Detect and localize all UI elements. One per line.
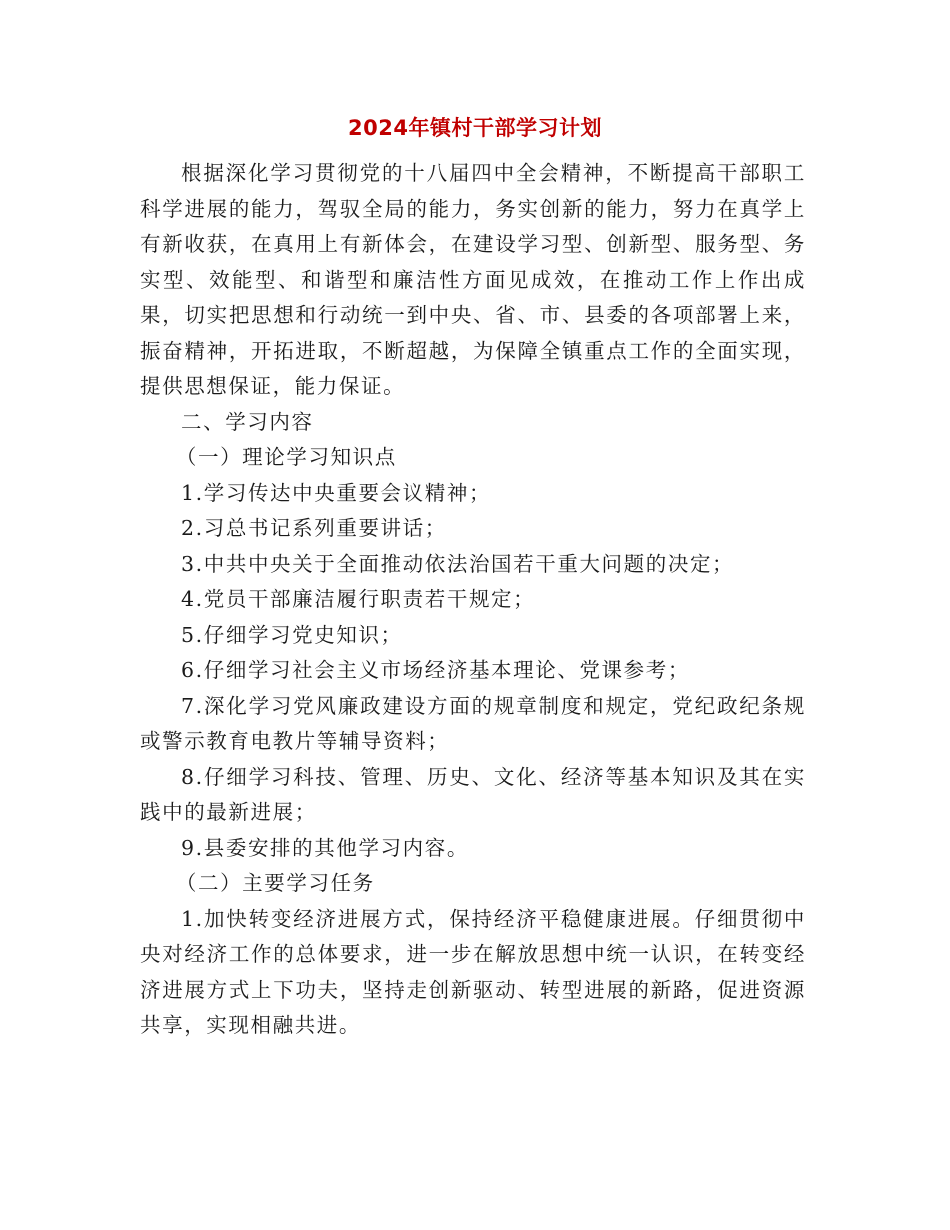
- subsection-heading-theory: （一）理论学习知识点: [175, 445, 397, 469]
- document-body: [140, 156, 806, 1044]
- list-item: 1.学习传达中央重要会议精神；: [181, 480, 492, 505]
- document-title: 2024年镇村干部学习计划: [348, 116, 602, 140]
- task-paragraph: 1.加快转变经济进展方式，保持经济平稳健康进展。仔细贯彻中央对经济工作的总体要求，进一步在解放思想中统一认识，在转变经济进展方式上下功夫，坚持走创新驱动、转型进展的新路，促进资源共享，实现相融共进。: [140, 906, 806, 1037]
- list-item: 7.深化学习党风廉政建设方面的规章制度和规定，党纪政纪条规或警示教育电教片等辅导资料；: [140, 693, 806, 753]
- list-item: 8.仔细学习科技、管理、历史、文化、经济等基本知识及其在实践中的最新进展；: [140, 764, 806, 824]
- section-heading-study-content: 二、学习内容: [181, 409, 314, 434]
- list-item: 9.县委安排的其他学习内容。: [181, 835, 469, 860]
- list-item: 3.中共中央关于全面推动依法治国若干重大问题的决定；: [181, 551, 735, 576]
- list-item: 2.习总书记系列重要讲话；: [181, 516, 447, 540]
- list-item: 4.党员干部廉洁履行职责若干规定；: [181, 587, 536, 611]
- intro-paragraph: 根据深化学习贯彻党的十八届四中全会精神，不断提高干部职工科学进展的能力，驾驭全局的能力，务实创新的能力，努力在真学上有新收获，在真用上有新体会，在建设学习型、创新型、服务型、务实型、效能型、和谐型和廉洁性方面见成效，在推动工作上作出成果，切实把思想和行动统一到中央、省、市、县委的各项部署上来，振奋精神，开拓进取，不断超越，为保障全镇重点工作的全面实现，提供思想保证，能力保证。: [140, 161, 806, 398]
- list-item: 6.仔细学习社会主义市场经济基本理论、党课参考；: [181, 658, 690, 682]
- subsection-heading-tasks: （二）主要学习任务: [175, 871, 375, 895]
- list-item: 5.仔细学习党史知识；: [181, 622, 403, 647]
